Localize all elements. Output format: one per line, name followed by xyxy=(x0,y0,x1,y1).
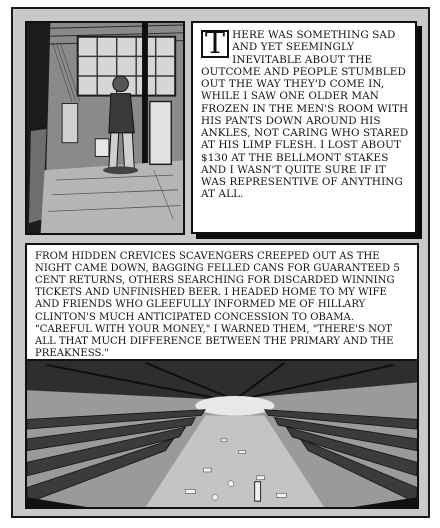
top-caption-box xyxy=(191,21,417,234)
drop-cap: T xyxy=(201,30,229,58)
grandstand-panel xyxy=(25,359,419,509)
restroom-sketch-icon xyxy=(27,23,183,233)
top-caption-text: HERE WAS SOMETHING SAD AND YET SEEMINGLY INEVITABLE ABOUT THE OUTCOME AND PEOPLE STUMBLED OUT THE WAY THEY'D COME IN, WHILE I SAW ONE OLDER MAN FROZEN IN THE MEN'S ROOM WITH HIS PANTS DOWN AROUND HIS ANKLES, NOT CARING WHO STARED AT HIS LIMP FLESH. I LOST ABOUT $130 AT THE BELLMONT STAKES AND I WASN'T QUITE SURE IF IT WAS REPRESENTIVE OF ANYTHING AT ALL. xyxy=(201,29,409,201)
mens-room-panel xyxy=(25,21,185,235)
comic-page xyxy=(11,7,430,518)
middle-caption-text: FROM HIDDEN CREVICES SCAVENGERS CREEPED OUT AS THE NIGHT CAME DOWN, BAGGING FELLED CANS FOR GUARANTEED 5 CENT RETURNS, OTHERS SEARCHING FOR DISCARDED WINNING TICKETS AND UNFINISHED BEER. I HEADED HOME TO MY WIFE AND FRIENDS WHO GLEEFULLY INFORMED ME OF HILLARY CLINTON'S MUCH ANTICIPATED CONCESSION TO OBAMA. "CAREFUL WITH YOUR MONEY," I WARNED THEM, "THERE'S NOT ALL THAT MUCH DIFFERENCE BETWEEN THE PRIMARY AND THE PREAKNESS." xyxy=(35,251,400,359)
middle-caption-box xyxy=(25,243,419,361)
stadium-sketch-icon xyxy=(27,361,417,507)
